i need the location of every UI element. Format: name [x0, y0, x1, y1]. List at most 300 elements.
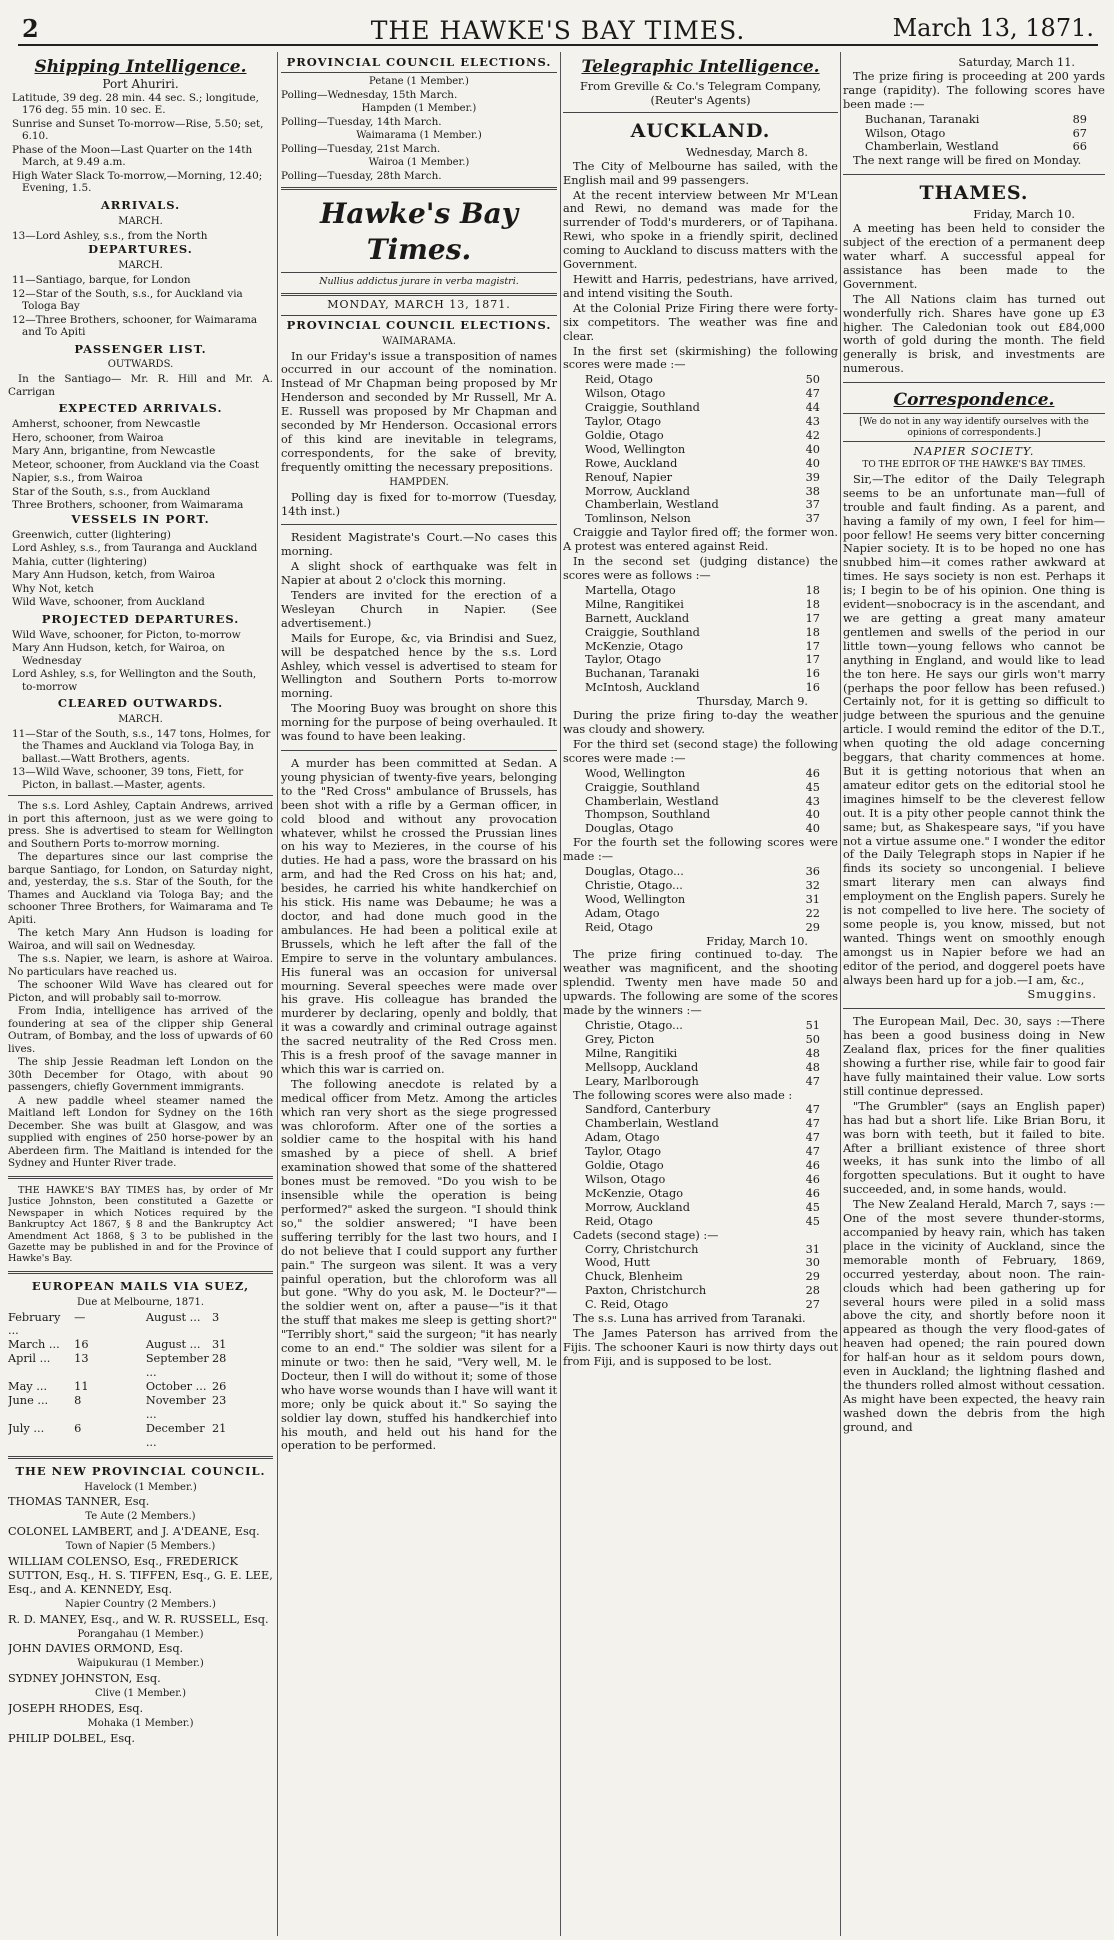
score-row [563, 485, 838, 499]
score-row [843, 127, 1105, 141]
competitor-name: Wood, Hutt [585, 1256, 651, 1270]
council-district: Clive (1 Member.) [95, 1688, 186, 1700]
port-info-line: Latitude, 39 deg. 28 min. 44 sec. S.; longitude, 176 deg. 55 min. 10 sec. E. [12, 91, 259, 117]
mail-month: September ... [145, 1352, 209, 1380]
waimarama-report: In our Friday's issue a transposition of names occurred in our account of the nomination. Instead of Mr Chapman being proposed by Mr Henderson and seconded by Mr Russell, Mr A. E. Russell was proposed by Mr Chapman and seconded by Mr Henderson. Occasional errors of this kind are inevitable in telegrams, correspondents, for the sake of brevity, frequently omitting the necessary prepositions. [281, 349, 557, 474]
score-row [563, 373, 838, 387]
letter-addressee: TO THE EDITOR OF THE HAWKE'S BAY TIMES. [862, 460, 1086, 471]
score-row [563, 443, 838, 457]
competitor-name: Wood, Wellington [585, 892, 686, 906]
projected-entry: Wild Wave, schooner, for Picton, to-morrow [12, 628, 241, 641]
local-item: Tenders are invited for the erection of a Wesleyan Church in Napier. (See advertisement.) [281, 589, 557, 630]
competitor-score: 47 [805, 1145, 820, 1159]
letter-body: Sir,—The editor of the Daily Telegraph seems to be an unfortunate man—full of trouble and fault finding. As a parent, and having a family of my own, I feel for him—poor fellow! He seems very bitter concerning Napier society. It is to be hoped no one has snubbed him—it comes rather awkward at times. He says society is non est. Perhaps it is; I begin to be of his opinion. One thing is evident—snobocracy is in the ascendant, and we are getting a great many amateur gentlemen and swells of the period in our little town—young fellows who cannot be anything in England, and would like to lead the ton here. He says our girls won't marry (perhaps the poor fellow has been refused.) Certainly not, for it is getting so difficult to judge between the spurious and the genuine article. I would remind the editor of the D.T., when quoting the old adage concerning beggars, that charity commences at home. But it is getting notorious that when an amateur editor gets on the editorial stool he imagines himself to be the cleverest fellow out. It is a pity other people cannot think the same; but, as Shakespeare says, "if you have not a virtue assume one." I wonder the editor of the Daily Telegraph stops in Napier if he finds its society so uncongenial. I believe smart literary men can always find employment on the English papers. Surely he is not compelled to live here. The society of some people is, you know, missed, but not wanted. Things went on smoothly enough amongst us in Napier before we had an editor of the period, and doggerel poets have always been hard up for a job.—I am, &c., [843, 472, 1105, 987]
competitor-score: 28 [805, 1284, 820, 1298]
mail-month: December ... [145, 1421, 205, 1449]
council-member: COLONEL LAMBERT, and J. A'DEANE, Esq. [8, 1525, 260, 1539]
mail-cell [146, 1311, 273, 1339]
mail-day: 3 [211, 1310, 220, 1324]
competitor-score: 46 [805, 1186, 820, 1200]
score-table [563, 373, 838, 526]
divider [843, 413, 1105, 414]
score-row [563, 1298, 838, 1312]
score-row [843, 140, 1105, 154]
competitor-score: 16 [805, 667, 820, 681]
column-4 [843, 56, 1105, 1936]
council-member: JOHN DAVIES ORMOND, Esq. [8, 1642, 184, 1656]
telegram-item: For the fourth set the following scores were made :— [563, 836, 838, 864]
competitor-name: Wood, Wellington [585, 766, 686, 780]
divider [281, 72, 557, 73]
competitor-score: 16 [805, 681, 820, 695]
shipping-news-item: The s.s. Napier, we learn, is ashore at Wairoa. No particulars have reached us. [8, 953, 273, 978]
page-number: 2 [22, 14, 39, 43]
competitor-score: 18 [805, 625, 820, 639]
score-row [563, 681, 838, 695]
port-info [8, 92, 273, 195]
telegram-item: The prize firing is proceeding at 200 yards range (rapidity). The following scores have been made :— [843, 69, 1105, 111]
disclaimer: [We do not in any way identify ourselves with the opinions of correspondents.] [859, 416, 1089, 439]
score-table [563, 1019, 838, 1089]
mail-cell [146, 1394, 273, 1422]
competitor-score: 45 [805, 1200, 820, 1214]
competitor-name: Chamberlain, Westland [585, 1117, 719, 1131]
mail-day: 11 [74, 1380, 89, 1394]
page-masthead [18, 8, 1098, 46]
competitor-name: Grey, Picton [585, 1032, 655, 1046]
mail-day: 16 [74, 1338, 89, 1352]
mail-month: July ... [8, 1421, 45, 1435]
score-row [563, 1047, 838, 1061]
news-item: "The Grumbler" (says an English paper) has had but a short life. Like Brian Boru, it was born with teeth, but it failed to bite. After a brilliant existence of three short weeks, it has sunk into the limbo of all forgotten speculations. But it ought to have succeeded, and, in some hands, would. [843, 1099, 1105, 1197]
cleared-heading: CLEARED OUTWARDS. [57, 696, 224, 711]
pce-polling: Polling—Tuesday, 21st March. [281, 143, 441, 156]
vessel-entry: Lord Ashley, s.s., from Tauranga and Auckland [12, 542, 258, 555]
score-table [563, 584, 838, 695]
vessel-entry: Wild Wave, schooner, from Auckland [12, 596, 205, 609]
competitor-score: 17 [805, 639, 820, 653]
competitor-score: 67 [1072, 126, 1087, 140]
news-item: The European Mail, Dec. 30, says :—There has been a good business doing in New Zealand flax, prices for the finer qualities showing a further rise, while fair to good fair have fully maintained their value. Low sorts still continue depressed. [843, 1015, 1105, 1098]
divider [281, 187, 557, 190]
council-heading: THE NEW PROVINCIAL COUNCIL. [15, 1463, 266, 1478]
auckland-heading: AUCKLAND. [630, 119, 771, 142]
score-row [563, 653, 838, 667]
council-member: WILLIAM COLENSO, Esq., FREDERICK SUTTON, Esq., H. S. TIFFEN, Esq., G. E. LEE, Esq., and A. KENNEDY, Esq. [8, 1555, 273, 1596]
pce-polling: Polling—Wednesday, 15th March. [281, 89, 458, 102]
score-row [563, 1159, 838, 1173]
score-row [563, 921, 838, 935]
column-3 [563, 56, 838, 1936]
thames-heading: THAMES. [919, 182, 1029, 205]
competitor-score: 46 [805, 766, 820, 780]
score-row [563, 598, 838, 612]
score-table [563, 865, 838, 935]
score-row [563, 471, 838, 485]
mail-cell [8, 1338, 135, 1352]
score-row [563, 1033, 838, 1047]
council-list [8, 1481, 273, 1746]
score-row [563, 457, 838, 471]
pce-heading: PROVINCIAL COUNCIL ELECTIONS. [286, 56, 552, 69]
council-member: THOMAS TANNER, Esq. [8, 1495, 150, 1509]
shipping-news-item: The schooner Wild Wave has cleared out for Picton, and will probably sail to-morrow. [8, 979, 273, 1004]
shipping-news-item: The s.s. Lord Ashley, Captain Andrews, arrived in port this afternoon, just as we were going to press. She is advertised to steam for Wellington and Southern Ports to-morrow morning. [8, 800, 273, 850]
departures-month: MARCH. [118, 260, 163, 272]
telegram-item: Craiggie and Taylor fired off; the former won. A protest was entered against Reid. [563, 526, 838, 554]
local-item: Resident Magistrate's Court.—No cases this morning. [281, 531, 557, 559]
council-district: Porangahau (1 Member.) [77, 1628, 204, 1640]
expected-heading: EXPECTED ARRIVALS. [58, 401, 223, 416]
telegram-item: The next range will be fired on Monday. [853, 154, 1082, 168]
competitor-name: Reid, Otago [585, 373, 653, 387]
competitor-name: Renouf, Napier [585, 470, 673, 484]
competitor-name: Craiggie, Southland [585, 625, 700, 639]
pce-polling: Polling—Tuesday, 14th March. [281, 116, 442, 129]
shipping-news-item: The departures since our last comprise the barque Santiago, for London, on Saturday night, and, yesterday, the s.s. Star of the South, for the Thames and Auckland via Tologa Bay; and the schooner Three Brothers, for Waimarama and Te Apiti. [8, 851, 273, 926]
projected-entry: Lord Ashley, s.s, for Wellington and the South, to-morrow [12, 668, 257, 693]
column-rule [840, 52, 841, 1936]
mail-cell [8, 1352, 135, 1380]
pce-district: Wairoa (1 Member.) [368, 156, 470, 168]
divider [281, 293, 557, 296]
pce2-heading: PROVINCIAL COUNCIL ELECTIONS. [286, 317, 552, 332]
column-1 [8, 56, 273, 1936]
score-row [563, 429, 838, 443]
pce-district: Petane (1 Member.) [369, 75, 469, 87]
column-2 [281, 56, 557, 1936]
competitor-name: McKenzie, Otago [585, 639, 683, 653]
divider [843, 441, 1105, 442]
competitor-name: Wilson, Otago [865, 126, 946, 140]
competitor-name: Leary, Marlborough [585, 1074, 699, 1088]
competitor-name: Buchanan, Taranaki [865, 112, 980, 126]
council-member: R. D. MANEY, Esq., and W. R. RUSSELL, Esq. [8, 1612, 269, 1626]
competitor-name: Morrow, Auckland [585, 1200, 690, 1214]
council-district: Te Aute (2 Members.) [85, 1511, 196, 1523]
competitor-score: 31 [805, 1242, 820, 1256]
score-row [563, 822, 838, 836]
competitor-score: 44 [805, 401, 820, 415]
gazette-notice: THE HAWKE'S BAY TIMES has, by order of Mr Justice Johnston, been constituted a Gazette or Newspaper in which Notices required by the Bankruptcy Act 1867, § 8 and the Bankruptcy Act Amendment Act 1868, § 3 to be published in the Gazette may be published in and for the Province of Hawke's Bay. [8, 1184, 273, 1265]
score-row [563, 1061, 838, 1075]
competitor-score: 89 [1072, 112, 1087, 126]
score-row [563, 667, 838, 681]
competitor-name: Craiggie, Southland [585, 780, 700, 794]
competitor-name: Goldie, Otago [585, 428, 664, 442]
telegram-item: For the third set (second stage) the following scores were made :— [563, 737, 838, 765]
divider [843, 382, 1105, 383]
divider [281, 524, 557, 525]
local-item: Mails for Europe, &c, via Brindisi and Suez, will be despatched hence by the s.s. Lord Ashley, which vessel is advertised to steam for Wellington and Southern Ports to-morrow morning. [281, 631, 557, 701]
competitor-score: 46 [805, 1172, 820, 1186]
competitor-score: 17 [805, 653, 820, 667]
score-row [563, 767, 838, 781]
pce-district: Hampden (1 Member.) [361, 102, 477, 114]
competitor-name: Chamberlain, Westland [585, 794, 719, 808]
mail-day: 31 [211, 1338, 227, 1352]
mail-cell [146, 1380, 273, 1394]
competitor-name: C. Reid, Otago [585, 1298, 669, 1312]
competitor-score: 32 [805, 878, 820, 892]
expected-entry: Meteor, schooner, from Auckland via the Coast [12, 458, 260, 471]
projected-heading: PROJECTED DEPARTURES. [41, 611, 240, 626]
competitor-name: Chamberlain, Westland [585, 498, 719, 512]
competitor-score: 40 [805, 808, 820, 822]
competitor-score: 39 [805, 470, 820, 484]
competitor-name: McKenzie, Otago [585, 1186, 683, 1200]
hampden-report: Polling day is fixed for to-morrow (Tuesday, 14th inst.) [281, 490, 557, 518]
competitor-score: 36 [805, 865, 820, 879]
divider [563, 112, 838, 113]
telegram-item: During the prize firing to-day the weather was cloudy and showery. [563, 709, 838, 736]
score-row [563, 781, 838, 795]
score-row [563, 387, 838, 401]
competitor-name: Chuck, Blenheim [585, 1270, 683, 1284]
competitor-score: 29 [805, 920, 820, 934]
score-row [843, 113, 1105, 127]
score-row [563, 1117, 838, 1131]
competitor-name: Reid, Otago [585, 1214, 653, 1228]
council-member: JOSEPH RHODES, Esq. [8, 1702, 144, 1716]
score-row [563, 879, 838, 893]
expected-entry: Hero, schooner, from Wairoa [12, 431, 164, 444]
competitor-name: Goldie, Otago [585, 1159, 664, 1173]
competitor-score: 40 [805, 442, 820, 456]
competitor-name: Mellsopp, Auckland [585, 1060, 699, 1074]
competitor-name: Wilson, Otago [585, 387, 666, 401]
date-thursday: Thursday, March 9. [697, 695, 808, 709]
mail-row [8, 1311, 273, 1339]
arrivals-month: MARCH. [118, 215, 163, 227]
competitor-name: Rowe, Auckland [585, 456, 678, 470]
pce-polling: Polling—Tuesday, 28th March. [281, 170, 442, 183]
competitor-score: 29 [805, 1270, 820, 1284]
date-wednesday: Wednesday, March 8. [685, 145, 808, 159]
date-friday: Friday, March 10. [973, 208, 1075, 222]
local-item: A slight shock of earthquake was felt in Napier at about 2 o'clock this morning. [281, 560, 557, 588]
expected-entry: Three Brothers, schooner, from Waimarama [12, 499, 244, 512]
telegram-item: A meeting has been held to consider the subject of the erection of a permanent deep water wharf. A successful appeal for assistance has been made to the Government. [843, 222, 1105, 291]
score-row [563, 1019, 838, 1033]
score-table [563, 767, 838, 837]
mail-month: November ... [145, 1393, 206, 1421]
competitor-score: 66 [1072, 140, 1087, 154]
competitor-score: 47 [805, 1117, 820, 1131]
mails-table [8, 1311, 273, 1450]
expected-entry: Napier, s.s., from Wairoa [12, 472, 143, 485]
arrivals-heading: ARRIVALS. [100, 197, 181, 212]
competitor-name: Chamberlain, Westland [865, 140, 999, 154]
competitor-name: McIntosh, Auckland [585, 681, 700, 695]
telegram-item: At the recent interview between Mr M'Lean and Rewi, no demand was made for the surrender of Todd's murderers, or of Tapihana. Rewi, who spoke in a friendly spirit, declined coming to Auckland to discuss matters with the Government. [563, 188, 838, 272]
council-district: Mohaka (1 Member.) [87, 1718, 194, 1729]
letter-signature: Smuggins. [1027, 988, 1097, 1002]
correspondence-heading: Correspondence. [893, 390, 1055, 411]
port-name: Port Ahuriri. [102, 77, 179, 91]
telegram-item: In the second set (judging distance) the scores were as follows :— [563, 555, 838, 582]
score-table [563, 1243, 838, 1313]
score-row [563, 1270, 838, 1284]
competitor-score: 38 [805, 484, 820, 498]
cadets-label: Cadets (second stage) :— [573, 1228, 719, 1242]
telegraphic-heading: Telegraphic Intelligence. [581, 57, 820, 77]
score-table [563, 1103, 838, 1228]
competitor-name: Adam, Otago [585, 906, 660, 920]
score-row [563, 415, 838, 429]
competitor-score: 50 [805, 373, 820, 387]
competitor-name: Christie, Otago... [585, 878, 683, 892]
competitor-name: Tomlinson, Nelson [585, 512, 691, 526]
competitor-name: Milne, Rangitikei [585, 597, 684, 611]
competitor-score: 45 [805, 780, 820, 794]
council-district: Havelock (1 Member.) [84, 1481, 197, 1493]
competitor-score: 43 [805, 794, 820, 808]
score-row [563, 1201, 838, 1215]
column-rule [277, 52, 278, 1936]
departure-entry: 12—Three Brothers, schooner, for Waimarama and To Apiti [12, 313, 258, 339]
competitor-name: Craiggie, Southland [585, 401, 700, 415]
newspaper-nameplate: Hawke's Bay Times. [319, 196, 519, 266]
shipping-news-item: From India, intelligence has arrived of the foundering at sea of the clipper ship General Outram, of Bombay, and the loss of upwards of 60 lives. [8, 1005, 273, 1055]
expected-entry: Amherst, schooner, from Newcastle [12, 418, 201, 431]
score-row [563, 808, 838, 822]
mail-day: 21 [211, 1421, 227, 1435]
score-row [563, 498, 838, 512]
score-row [563, 907, 838, 921]
waimarama-heading: WAIMARAMA. [382, 335, 456, 347]
projected-entry: Mary Ann Hudson, ketch, for Wairoa, on Wednesday [12, 642, 225, 667]
score-row [563, 512, 838, 526]
council-district: Waipukurau (1 Member.) [77, 1658, 204, 1670]
competitor-score: 22 [805, 906, 820, 920]
divider [8, 1176, 273, 1179]
hampden-heading: HAMPDEN. [389, 476, 449, 488]
news-item: The New Zealand Herald, March 7, says :—One of the most severe thunder-storms, accompanied by heavy rain, which has taken place in the vicinity of Auckland, since the memorable month of February, 1869, occurred yesterday, about noon. The rain-clouds which had been gathering up for several hours were piled in a solid mass above the city, and shortly before noon it appeared as though the very flood-gates of heaven had opened; the rain poured down for half-an hour as it seldom pours down, even in Auckland; the lightning flashed and the thunders rolled almost without cessation. As might have been expected, the heavy rain washed down the debris from the high ground, and [843, 1198, 1105, 1434]
pce-district: Waimarama (1 Member.) [356, 129, 482, 141]
competitor-name: Wilson, Otago [585, 1172, 666, 1186]
mail-row [8, 1338, 273, 1352]
passenger-entry: In the Santiago— Mr. R. Hill and Mr. A. Carrigan [8, 373, 273, 398]
competitor-name: Morrow, Auckland [585, 484, 690, 498]
divider [843, 174, 1105, 175]
dateline: MONDAY, MARCH 13, 1871. [327, 297, 511, 311]
letter-title: NAPIER SOCIETY. [913, 445, 1035, 459]
score-row [563, 1187, 838, 1201]
score-row [563, 612, 838, 626]
competitor-name: Buchanan, Taranaki [585, 667, 700, 681]
expected-entry: Star of the South, s.s., from Auckland [12, 485, 211, 498]
score-row [563, 865, 838, 879]
score-row [563, 1243, 838, 1257]
pce-list [281, 76, 557, 183]
telegram-item: In the first set (skirmishing) the following scores were made :— [563, 344, 838, 372]
telegram-source: From Greville & Co.'s Telegram Company, (Reuter's Agents) [579, 80, 822, 107]
vessel-entry: Greenwich, cutter (lightering) [12, 528, 171, 541]
telegram-item: The following scores were also made : [573, 1088, 793, 1102]
vessels-heading: VESSELS IN PORT. [71, 511, 210, 526]
mails-subheading: Due at Melbourne, 1871. [76, 1296, 205, 1308]
score-row [563, 584, 838, 598]
score-row [563, 1145, 838, 1159]
departure-entry: 11—Santiago, barque, for London [12, 274, 191, 287]
shipping-heading: Shipping Intelligence. [34, 57, 247, 77]
telegram-item: The City of Melbourne has sailed, with the English mail and 99 passengers. [563, 159, 838, 187]
mail-day: 26 [211, 1380, 227, 1394]
competitor-name: Thompson, Southland [585, 808, 711, 822]
competitor-name: Reid, Otago [585, 920, 653, 934]
telegram-item: The James Paterson has arrived from the Fijis. The schooner Kauri is now thirty days out from Fiji, and is supposed to be lost. [563, 1326, 838, 1368]
competitor-name: Christie, Otago... [585, 1019, 683, 1032]
competitor-name: Douglas, Otago [585, 822, 674, 836]
score-row [563, 795, 838, 809]
shipping-news-item: The ship Jessie Readman left London on the 30th December for Otago, with about 90 passengers, chiefly Government immigrants. [8, 1056, 273, 1094]
arrival-entry: 13—Lord Ashley, s.s., from the North [12, 229, 208, 242]
divider [281, 272, 557, 273]
mail-month: August ... [145, 1338, 201, 1352]
telegram-item: At the Colonial Prize Firing there were forty-six competitors. The weather was fine and clear. [563, 301, 838, 343]
telegram-item: The prize firing continued to-day. The weather was magnificent, and the shooting splendid. Twenty men have made 50 and upwards. The following are some of the scores made by the winners :— [563, 948, 838, 1018]
mail-cell [8, 1394, 135, 1422]
paper-title: THE HAWKE'S BAY TIMES. [370, 16, 746, 45]
divider [8, 1271, 273, 1274]
score-row [563, 1131, 838, 1145]
mails-heading: EUROPEAN MAILS VIA SUEZ, [31, 1278, 250, 1293]
mail-day: — [74, 1310, 86, 1324]
mail-day: 8 [74, 1393, 82, 1407]
mail-day: 23 [211, 1393, 227, 1407]
competitor-score: 51 [805, 1019, 820, 1032]
mail-month: April ... [8, 1352, 51, 1366]
mail-cell [146, 1422, 273, 1450]
competitor-name: Corry, Christchurch [585, 1242, 699, 1256]
vessel-entry: Why Not, ketch [12, 582, 94, 595]
competitor-score: 40 [805, 456, 820, 470]
mail-month: March ... [8, 1338, 60, 1352]
competitor-name: Taylor, Otago [585, 1145, 662, 1159]
competitor-score: 30 [805, 1256, 820, 1270]
issue-date: March 13, 1871. [892, 14, 1094, 42]
mail-row [8, 1380, 273, 1394]
mail-cell [8, 1311, 135, 1339]
score-row [563, 1173, 838, 1187]
mail-month: August ... [145, 1310, 201, 1324]
mail-row [8, 1394, 273, 1422]
mail-day: 13 [74, 1352, 89, 1366]
competitor-score: 48 [805, 1060, 820, 1074]
mail-day: 6 [74, 1421, 82, 1435]
mail-cell [8, 1380, 135, 1394]
score-row [563, 1075, 838, 1089]
date-friday: Friday, March 10. [706, 934, 808, 948]
competitor-score: 31 [805, 892, 820, 906]
expected-entry: Mary Ann, brigantine, from Newcastle [12, 445, 216, 458]
telegram-item: The s.s. Luna has arrived from Taranaki. [573, 1312, 806, 1326]
council-member: SYDNEY JOHNSTON, Esq. [8, 1672, 161, 1686]
murder-article: A murder has been committed at Sedan. A young physician of twenty-five years, belonging to the "Red Cross" ambulance of Brussels, has been shot with a rifle by a German officer, in cold blood and without any provocation whatever, whilst he crossed the Prussian lines on his way to Mezieres, in the course of his duties. He had a pass, wore the brassard on his arm, and had the Red Cross on his hat; and, besides, he carried his white handkerchief on his stick. His name was Debaume; he was a doctor, and had done much good in the ambulances. He had been a political exile at Brussels, which he left after the fall of the Empire to serve in the voluntary ambulances. His funeral was an occasion for universal mourning. Several speeches were made over his grave. His colleague has branded the murderer by declaring, openly and boldly, that it was a cowardly and criminal outrage against the sacred neutrality of the Red Cross men. This is a fresh proof of the savage manner in which this war is carried on. [281, 757, 557, 1076]
competitor-name: Barnett, Auckland [585, 611, 690, 625]
competitor-score: 18 [805, 597, 820, 611]
score-row [563, 1215, 838, 1229]
divider [843, 1008, 1105, 1009]
mail-cell [146, 1352, 273, 1380]
cleared-entry: 13—Wild Wave, schooner, 39 tons, Fiett, for Picton, in ballast.—Master, agents. [12, 766, 244, 791]
vessel-entry: Mary Ann Hudson, ketch, from Wairoa [12, 569, 216, 582]
competitor-name: Taylor, Otago [585, 653, 662, 667]
shipping-news-item: A new paddle wheel steamer named the Maitland left London for Sydney on the 16th December. She was built at Glasgow, and was supplied with engines of 250 horse-power by an Aberdeen firm. The Maitland is intended for the Sydney and Hunter River trade. [8, 1094, 273, 1170]
competitor-score: 18 [805, 583, 820, 597]
column-rule [560, 52, 561, 1936]
